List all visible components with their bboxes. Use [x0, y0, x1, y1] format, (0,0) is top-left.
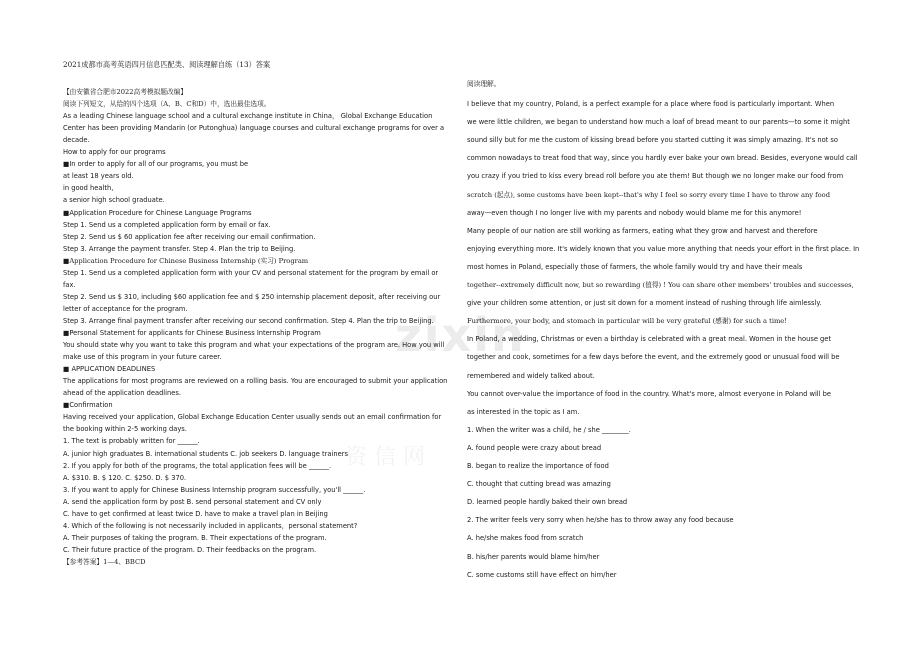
right-text-line: as interested in the topic as I am. [467, 407, 580, 416]
left-text-line: Step 3. Arrange final payment transfer after receiving our second confirmation. Step 4. Plan the trip to Beijing. [63, 316, 434, 325]
right-text-line: most homes in Poland, especially those of farmers, the whole family would try and have their meals [467, 262, 803, 271]
left-text-line: A. Their purposes of taking the program. B. Their expectations of the program. [63, 533, 327, 542]
left-text-line: in good health, [63, 184, 114, 193]
left-text-line: Step 2. Send us $ 60 application fee after receiving our email confirmation. [63, 232, 316, 241]
left-text-line: ■Application Procedure for Chinese Business Internship (实习) Program [63, 256, 309, 265]
right-text-line: scratch (起点), some customs have been kept--that's why I feel so sorry every time I have to throw any food [467, 190, 830, 199]
right-text-line: D. learned people hardly baked their own bread [467, 498, 628, 507]
left-text-line: ■In order to apply for all of our programs, you must be [63, 160, 249, 169]
right-text-line: away—even though I no longer live with my parents and nobody would blame me for this anymore! [467, 208, 802, 217]
left-text-line: Step 1. Send us a completed application form by email or fax. [63, 220, 271, 229]
left-text-line: ahead of the application deadlines. [63, 389, 181, 398]
left-text-line: decade. [63, 136, 90, 145]
left-text-line: ■Application Procedure for Chinese Language Programs [63, 208, 252, 217]
left-text-line: C. Their future practice of the program. D. Their feedbacks on the program. [63, 545, 317, 554]
document-title: 2021成都市高考英语四月信息匹配类、阅读理解自练（13）答案 [63, 60, 271, 69]
right-text-line: together--extremely difficult now, but so rewarding (值得) ! You can share other members' troubles and successes, [467, 281, 854, 289]
right-text-line: sound silly but for me the custom of kissing bread before you started cutting it was simply amazing. It's not so [467, 136, 838, 145]
right-text-line: Many people of our nation are still working as farmers, eating what they grow and harvest and therefore [467, 226, 818, 235]
right-text-line: B. began to realize the importance of food [467, 462, 609, 470]
right-text-line: together and cook, sometimes for a few days before the event, and the extremely good or unusual food will be [467, 353, 840, 362]
left-text-line: Step 2. Send us $ 310, including $60 application fee and $ 250 internship placement deposit, after receiving our [63, 292, 441, 301]
left-text-line: 4. Which of the following is not necessarily included in applicants，personal statement? [63, 521, 358, 530]
right-text-line: C. thought that cutting bread was amazing [467, 480, 611, 489]
right-text-line: B. his/her parents would blame him/her [467, 552, 600, 561]
left-text-line: a senior high school graduate. [63, 196, 165, 205]
left-text-line: Step 1. Send us a completed application form with your CV and personal statement for the program by email or [63, 268, 439, 277]
left-text-line: C. have to get confirmed at least twice D. have to make a travel plan in Beijing [63, 509, 328, 518]
right-text-line: In Poland, a wedding, Christmas or even a birthday is celebrated with a great meal. Women in the house get [467, 335, 832, 344]
left-text-line: ■Personal Statement for applicants for Chinese Business Internship Program [63, 329, 321, 337]
left-text-line: A. send the application form by post B. send personal statement and CV only [63, 497, 322, 506]
left-text-line: The applications for most programs are reviewed on a rolling basis. You are encouraged to submit your application [63, 377, 448, 386]
left-text-line: How to apply for our programs [63, 148, 166, 157]
right-text-line: C. some customs still have effect on him/her [467, 570, 617, 579]
right-text-line: enjoying everything more. It's widely known that you value more anything that needs your effort in the first place. In [467, 244, 860, 253]
right-text-line: Furthermore, your body, and stomach in particular will be very grateful (感谢) for such a time! [467, 317, 787, 326]
left-text-line: As a leading Chinese language school and a cultural exchange institute in China， Global Exchange Education [63, 112, 433, 121]
right-text-line: common nowadays to treat food that way, since you hardly ever bake your own bread. Besides, everyone would call [467, 154, 858, 163]
watermark-cn: 资 信 网 [345, 445, 425, 470]
left-text-line: 【参考答案】1—4、BBCD [63, 557, 146, 566]
right-text-line: You cannot over-value the importance of food in the country. What's more, almost everyone in Poland will be [467, 389, 832, 398]
left-text-line: A. $310. B. $ 120. C. $250. D. $ 370. [63, 473, 187, 482]
right-text-line: 2. The writer feels very sorry when he/she has to throw away any food because [467, 516, 734, 525]
left-text-line: letter of acceptance for the program. [63, 304, 188, 313]
right-text-line: A. found people were crazy about bread [467, 443, 602, 452]
right-text-line: I believe that my country, Poland, is a perfect example for a place where food is particularly important. When [467, 100, 835, 108]
left-text-line: ■Confirmation [63, 401, 113, 410]
left-text-line: 3. If you want to apply for Chinese Business Internship program successfully, you'll ______. [63, 485, 366, 494]
right-text-line: we were little children, we began to understand how much a loaf of bread meant to our parents—to some it might [467, 118, 850, 127]
left-text-line: the booking within 2-5 working days. [63, 425, 187, 434]
left-text-line: You should state why you want to take this program and what your expectations of the program are. How you will [63, 341, 445, 350]
left-text-line: at least 18 years old. [63, 172, 134, 181]
left-text-line: fax. [63, 280, 76, 289]
left-text-line: 2. If you apply for both of the programs, the total application fees will be ______. [63, 461, 332, 470]
left-text-line: ■ APPLICATION DEADLINES [63, 365, 156, 374]
left-text-line: 【由安徽省合肥市2022高考模拟题改编】 [63, 88, 188, 96]
left-text-line: Having received your application, Global Exchange Education Center usually sends out an email confirmation for [63, 413, 442, 422]
right-text-line: remembered and widely talked about. [467, 371, 595, 380]
right-text-line: 1. When the writer was a child, he / she ________. [467, 425, 631, 434]
left-text-line: 阅读下列短文，从给的四个选项（A、B、C和D）中，选出最佳选项。 [63, 100, 271, 109]
left-text-line: Step 3. Arrange the payment transfer. Step 4. Plan the trip to Beijing. [63, 244, 296, 253]
right-text-line: 阅读理解。 [467, 80, 501, 88]
right-text-line: A. he/she makes food from scratch [467, 534, 584, 543]
right-text-line: you crazy if you tried to kiss every bread roll before you ate them! But though we no longer make our food from [467, 172, 844, 181]
right-text-line: give your children some attention, or just sit down for a moment instead of rushing through life aimlessly. [467, 299, 822, 308]
left-text-line: A. junior high graduates B. international students C. job seekers D. language trainers [63, 449, 348, 458]
watermark: zixin [395, 308, 526, 362]
left-text-line: make use of this program in your future career. [63, 353, 222, 362]
left-text-line: Center has been providing Mandarin (or Putonghua) language courses and cultural exchange programs for over a [63, 124, 445, 133]
left-text-line: 1. The text is probably written for ______. [63, 437, 200, 446]
